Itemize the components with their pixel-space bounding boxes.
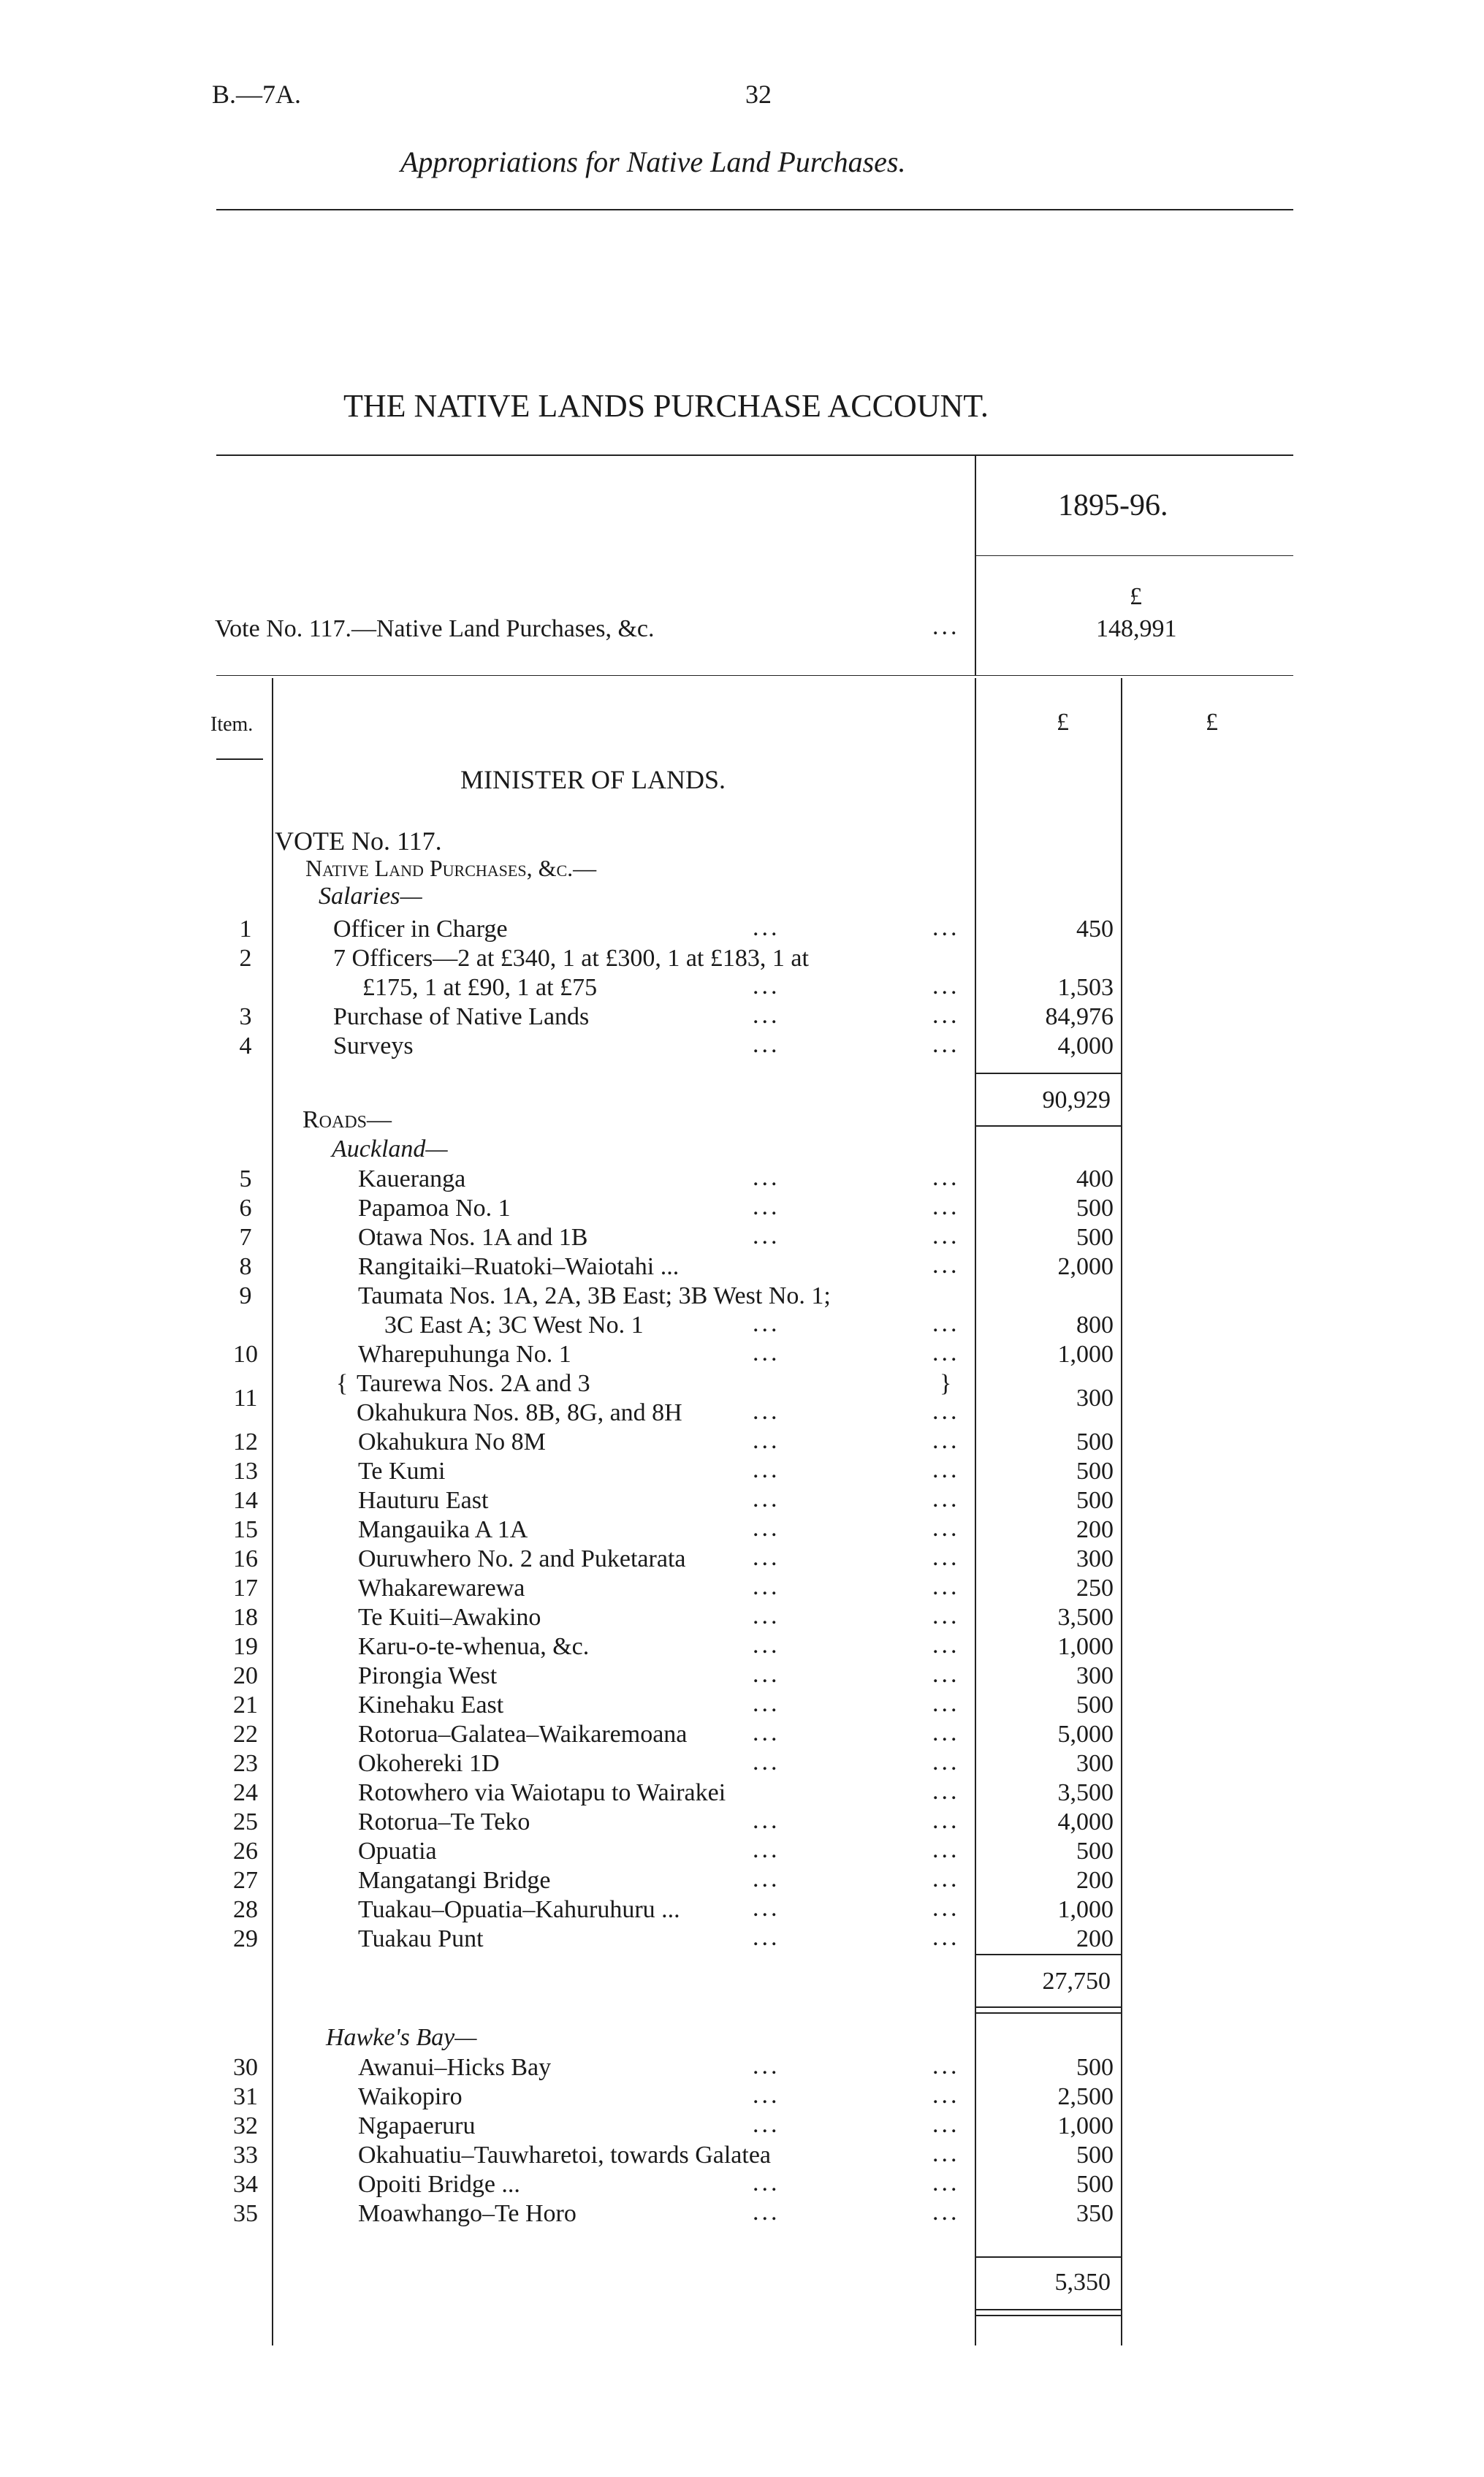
item-number: 30	[233, 2054, 258, 2081]
item-number: 29	[233, 1925, 258, 1952]
leader-dots: ...	[753, 2052, 780, 2080]
item-amount: 200	[1076, 1516, 1114, 1543]
leader-dots: ...	[932, 1031, 960, 1058]
item-amount: 4,000	[1057, 1032, 1114, 1059]
item-description: Otawa Nos. 1A and 1B	[358, 1224, 588, 1251]
pound-column-heading-2: £	[1206, 709, 1218, 736]
item-description: Okahukura No 8M	[358, 1428, 546, 1456]
leader-dots: ...	[932, 1836, 960, 1863]
leader-dots: ...	[753, 1895, 780, 1922]
item-number: 25	[233, 1808, 258, 1835]
item-amount: 500	[1076, 1487, 1114, 1514]
item-description: Taurewa Nos. 2A and 3	[357, 1370, 590, 1397]
item-number: 32	[233, 2112, 258, 2139]
leader-dots: ...	[753, 2199, 780, 2226]
leader-dots: ...	[753, 1456, 780, 1483]
item-number: 33	[233, 2142, 258, 2169]
leader-dots: ...	[753, 1836, 780, 1863]
leader-dots: ...	[753, 2082, 780, 2109]
leader-dots: ...	[932, 1865, 960, 1892]
subtotal-rule	[976, 2012, 1121, 2014]
item-amount: 500	[1076, 1838, 1114, 1865]
item-description: Papamoa No. 1	[358, 1195, 511, 1222]
subtotal-rule	[976, 1954, 1121, 1955]
leader-dots: ...	[932, 1398, 960, 1425]
item-description: Moawhango–Te Horo	[358, 2200, 577, 2227]
item-amount: 4,000	[1057, 1808, 1114, 1835]
item-amount: 3,500	[1057, 1779, 1114, 1806]
item-description: Awanui–Hicks Bay	[358, 2054, 552, 2081]
item-amount: 800	[1076, 1312, 1114, 1339]
leader-dots: ...	[753, 1002, 780, 1029]
leader-dots: ...	[753, 1719, 780, 1746]
subtotal-rule	[976, 2256, 1121, 2258]
leader-dots: ...	[753, 1485, 780, 1513]
section-title: MINISTER OF LANDS.	[460, 765, 726, 794]
item-description: Tuakau Punt	[358, 1925, 484, 1952]
item-number: 12	[233, 1428, 258, 1456]
item-description: Waikopiro	[358, 2083, 463, 2110]
leader-dots: ...	[753, 1427, 780, 1454]
leader-dots: ...	[932, 1222, 960, 1249]
item-amount: 450	[1076, 916, 1114, 943]
item-amount: 200	[1076, 1925, 1114, 1952]
subtotal-rule	[976, 1073, 1121, 1074]
item-amount: 1,000	[1057, 1896, 1114, 1923]
leader-dots: ...	[932, 1310, 960, 1337]
total-column-divider	[1121, 678, 1122, 2345]
item-description: Rotorua–Te Teko	[358, 1808, 530, 1835]
item-column-divider	[272, 678, 273, 2345]
leader-dots: ...	[932, 1749, 960, 1776]
leader-dots: ...	[932, 2111, 960, 2138]
item-description: Purchase of Native Lands	[333, 1003, 590, 1030]
item-description: Wharepuhunga No. 1	[358, 1341, 571, 1368]
item-description: Opuatia	[358, 1838, 437, 1865]
leader-dots: ...	[753, 2111, 780, 2138]
year-rule	[976, 555, 1293, 556]
subtotal-hawkes-bay: 5,350	[1054, 2269, 1111, 2296]
leader-dots: ...	[753, 914, 780, 941]
item-number: 23	[233, 1750, 258, 1777]
item-amount: 2,000	[1057, 1253, 1114, 1280]
leader-dots: ...	[932, 973, 960, 1000]
pound-column-heading-1: £	[1057, 709, 1069, 736]
item-description: Karu-o-te-whenua, &c.	[358, 1633, 590, 1660]
item-description: Taumata Nos. 1A, 2A, 3B East; 3B West No. 1;	[358, 1282, 831, 1309]
item-number: 26	[233, 1838, 258, 1865]
document-ref: B.—7A.	[212, 80, 302, 109]
item-description: Mangatangi Bridge	[358, 1867, 551, 1894]
leader-dots: ...	[932, 1778, 960, 1805]
item-description: Ouruwhero No. 2 and Puketarata	[358, 1545, 686, 1572]
item-number: 16	[233, 1545, 258, 1572]
item-number: 4	[239, 1032, 252, 1059]
item-number: 8	[239, 1253, 252, 1280]
item-description-continued: Okahukura Nos. 8B, 8G, and 8H	[357, 1399, 682, 1426]
roads-heading: Roads—	[302, 1106, 392, 1133]
item-description: Okohereki 1D	[358, 1750, 500, 1777]
item-number: 18	[233, 1604, 258, 1631]
item-number: 13	[233, 1458, 258, 1485]
vote-currency: £	[1130, 583, 1142, 610]
item-number: 21	[233, 1692, 258, 1719]
item-number: 24	[233, 1779, 258, 1806]
item-amount: 500	[1076, 2054, 1114, 2081]
leader-dots: ...	[753, 1865, 780, 1892]
leader-dots: ...	[753, 1164, 780, 1191]
vote-heading: VOTE No. 117.	[275, 826, 442, 856]
item-number: 20	[233, 1662, 258, 1689]
leader-dots: ...	[932, 2169, 960, 2196]
item-description-continued: £175, 1 at £90, 1 at £75	[362, 974, 598, 1001]
item-amount: 3,500	[1057, 1604, 1114, 1631]
item-amount: 350	[1076, 2200, 1114, 2227]
item-description: Okahuatiu–Tauwharetoi, towards Galatea	[358, 2142, 772, 2169]
leader-dots: ...	[932, 1456, 960, 1483]
item-number: 7	[239, 1224, 252, 1251]
item-amount: 200	[1076, 1867, 1114, 1894]
item-number: 34	[233, 2171, 258, 2198]
item-number: 6	[239, 1195, 252, 1222]
item-number: 9	[239, 1282, 252, 1309]
item-number: 2	[239, 945, 252, 972]
item-amount: 300	[1076, 1545, 1114, 1572]
native-heading: Native Land Purchases, &c.—	[305, 855, 597, 881]
item-description: Tuakau–Opuatia–Kahuruhuru ...	[358, 1896, 680, 1923]
item-amount: 400	[1076, 1165, 1114, 1192]
item-amount: 300	[1076, 1662, 1114, 1689]
leader-dots: ...	[753, 1544, 780, 1571]
leader-dots: ...	[932, 1719, 960, 1746]
leader-dots: ...	[932, 1485, 960, 1513]
leader-dots: ...	[932, 1573, 960, 1600]
right-brace: }	[940, 1370, 952, 1397]
item-amount: 250	[1076, 1575, 1114, 1602]
item-amount: 500	[1076, 2142, 1114, 2169]
leader-dots: ...	[753, 1339, 780, 1366]
leader-dots: ...	[932, 2052, 960, 2080]
item-description: Surveys	[333, 1032, 414, 1059]
item-number: 15	[233, 1516, 258, 1543]
vote-amount: 148,991	[1096, 615, 1177, 642]
vote-table-top-rule	[216, 454, 1293, 456]
item-description: Te Kuiti–Awakino	[358, 1604, 541, 1631]
leader-dots: ...	[932, 1602, 960, 1629]
leader-dots: ...	[932, 1924, 960, 1951]
item-description: Kinehaku East	[358, 1692, 504, 1719]
item-column-heading: Item.	[210, 713, 254, 736]
item-heading-rule	[216, 758, 263, 760]
item-amount: 2,500	[1057, 2083, 1114, 2110]
item-number: 5	[239, 1165, 252, 1192]
page-number: 32	[745, 80, 772, 109]
leader-dots: ...	[932, 1252, 960, 1279]
item-number: 35	[233, 2200, 258, 2227]
leader-dots: ...	[932, 2199, 960, 2226]
item-number: 17	[233, 1575, 258, 1602]
item-amount: 500	[1076, 1428, 1114, 1456]
leader-dots: ...	[932, 1002, 960, 1029]
item-number: 11	[233, 1385, 258, 1412]
item-number: 19	[233, 1633, 258, 1660]
leader-dots: ...	[932, 2082, 960, 2109]
leader-dots: ...	[932, 1427, 960, 1454]
leader-dots: ...	[932, 613, 960, 640]
item-amount: 500	[1076, 1458, 1114, 1485]
item-description-continued: 3C East A; 3C West No. 1	[384, 1312, 644, 1339]
leader-dots: ...	[753, 1515, 780, 1542]
leader-dots: ...	[932, 2140, 960, 2167]
item-number: 27	[233, 1867, 258, 1894]
item-number: 10	[233, 1341, 258, 1368]
item-description: Hauturu East	[358, 1487, 489, 1514]
item-amount: 1,000	[1057, 1341, 1114, 1368]
item-description: 7 Officers—2 at £340, 1 at £300, 1 at £183, 1 at	[333, 945, 809, 972]
salaries-heading: Salaries—	[319, 883, 422, 910]
leader-dots: ...	[753, 1661, 780, 1688]
vote-table-bottom-rule	[216, 675, 1293, 676]
leader-dots: ...	[753, 1807, 780, 1834]
subtotal-rule	[976, 1125, 1121, 1127]
leader-dots: ...	[753, 1924, 780, 1951]
item-description: Rangitaiki–Ruatoki–Waiotahi ...	[358, 1253, 680, 1280]
leader-dots: ...	[932, 1661, 960, 1688]
item-description: Mangauika A 1A	[358, 1516, 528, 1543]
item-number: 3	[239, 1003, 252, 1030]
item-number: 1	[239, 916, 252, 943]
item-description: Whakarewarewa	[358, 1575, 525, 1602]
item-number: 22	[233, 1721, 258, 1748]
item-amount: 500	[1076, 1692, 1114, 1719]
item-description: Officer in Charge	[333, 916, 508, 943]
item-amount: 500	[1076, 2171, 1114, 2198]
subtotal-rule	[976, 2309, 1121, 2310]
item-amount: 5,000	[1057, 1721, 1114, 1748]
subtotal-rule	[976, 2315, 1121, 2316]
leader-dots: ...	[753, 1632, 780, 1659]
leader-dots: ...	[932, 1193, 960, 1220]
leader-dots: ...	[932, 1895, 960, 1922]
leader-dots: ...	[932, 1690, 960, 1717]
left-brace: {	[336, 1370, 349, 1397]
leader-dots: ...	[753, 1398, 780, 1425]
subtotal-auckland: 27,750	[1042, 1968, 1111, 1995]
item-amount: 1,000	[1057, 1633, 1114, 1660]
leader-dots: ...	[932, 1339, 960, 1366]
leader-dots: ...	[753, 1690, 780, 1717]
item-amount: 1,503	[1057, 974, 1114, 1001]
leader-dots: ...	[753, 2169, 780, 2196]
leader-dots: ...	[932, 1164, 960, 1191]
leader-dots: ...	[932, 1807, 960, 1834]
item-number: 31	[233, 2083, 258, 2110]
item-number: 28	[233, 1896, 258, 1923]
vote-line: Vote No. 117.—Native Land Purchases, &c.	[215, 615, 655, 642]
page-title: THE NATIVE LANDS PURCHASE ACCOUNT.	[343, 388, 989, 424]
subtotal-salaries: 90,929	[1042, 1087, 1111, 1114]
item-description: Opoiti Bridge ...	[358, 2171, 520, 2198]
leader-dots: ...	[753, 1193, 780, 1220]
item-description: Kaueranga	[358, 1165, 466, 1192]
leader-dots: ...	[932, 914, 960, 941]
item-description: Rotowhero via Waiotapu to Wairakei	[358, 1779, 726, 1806]
auckland-heading: Auckland—	[332, 1135, 448, 1163]
item-amount: 300	[1076, 1750, 1114, 1777]
item-amount: 84,976	[1045, 1003, 1114, 1030]
item-amount: 300	[1076, 1385, 1114, 1412]
item-amount: 500	[1076, 1224, 1114, 1251]
page-subtitle: Appropriations for Native Land Purchases.	[400, 145, 906, 178]
item-amount: 1,000	[1057, 2112, 1114, 2139]
hawkes-bay-heading: Hawke's Bay—	[326, 2024, 477, 2051]
item-description: Ngapaeruru	[358, 2112, 476, 2139]
subtotal-rule	[976, 2006, 1121, 2008]
leader-dots: ...	[753, 1310, 780, 1337]
header-rule	[216, 209, 1293, 210]
item-number: 14	[233, 1487, 258, 1514]
leader-dots: ...	[753, 1749, 780, 1776]
leader-dots: ...	[753, 1222, 780, 1249]
leader-dots: ...	[932, 1515, 960, 1542]
leader-dots: ...	[932, 1632, 960, 1659]
leader-dots: ...	[753, 973, 780, 1000]
item-description: Pirongia West	[358, 1662, 498, 1689]
leader-dots: ...	[753, 1602, 780, 1629]
year-heading: 1895-96.	[1058, 489, 1168, 522]
item-description: Rotorua–Galatea–Waikaremoana	[358, 1721, 688, 1748]
item-description: Te Kumi	[358, 1458, 446, 1485]
leader-dots: ...	[753, 1031, 780, 1058]
item-amount: 500	[1076, 1195, 1114, 1222]
leader-dots: ...	[932, 1544, 960, 1571]
vote-table-divider	[975, 454, 976, 675]
leader-dots: ...	[753, 1573, 780, 1600]
